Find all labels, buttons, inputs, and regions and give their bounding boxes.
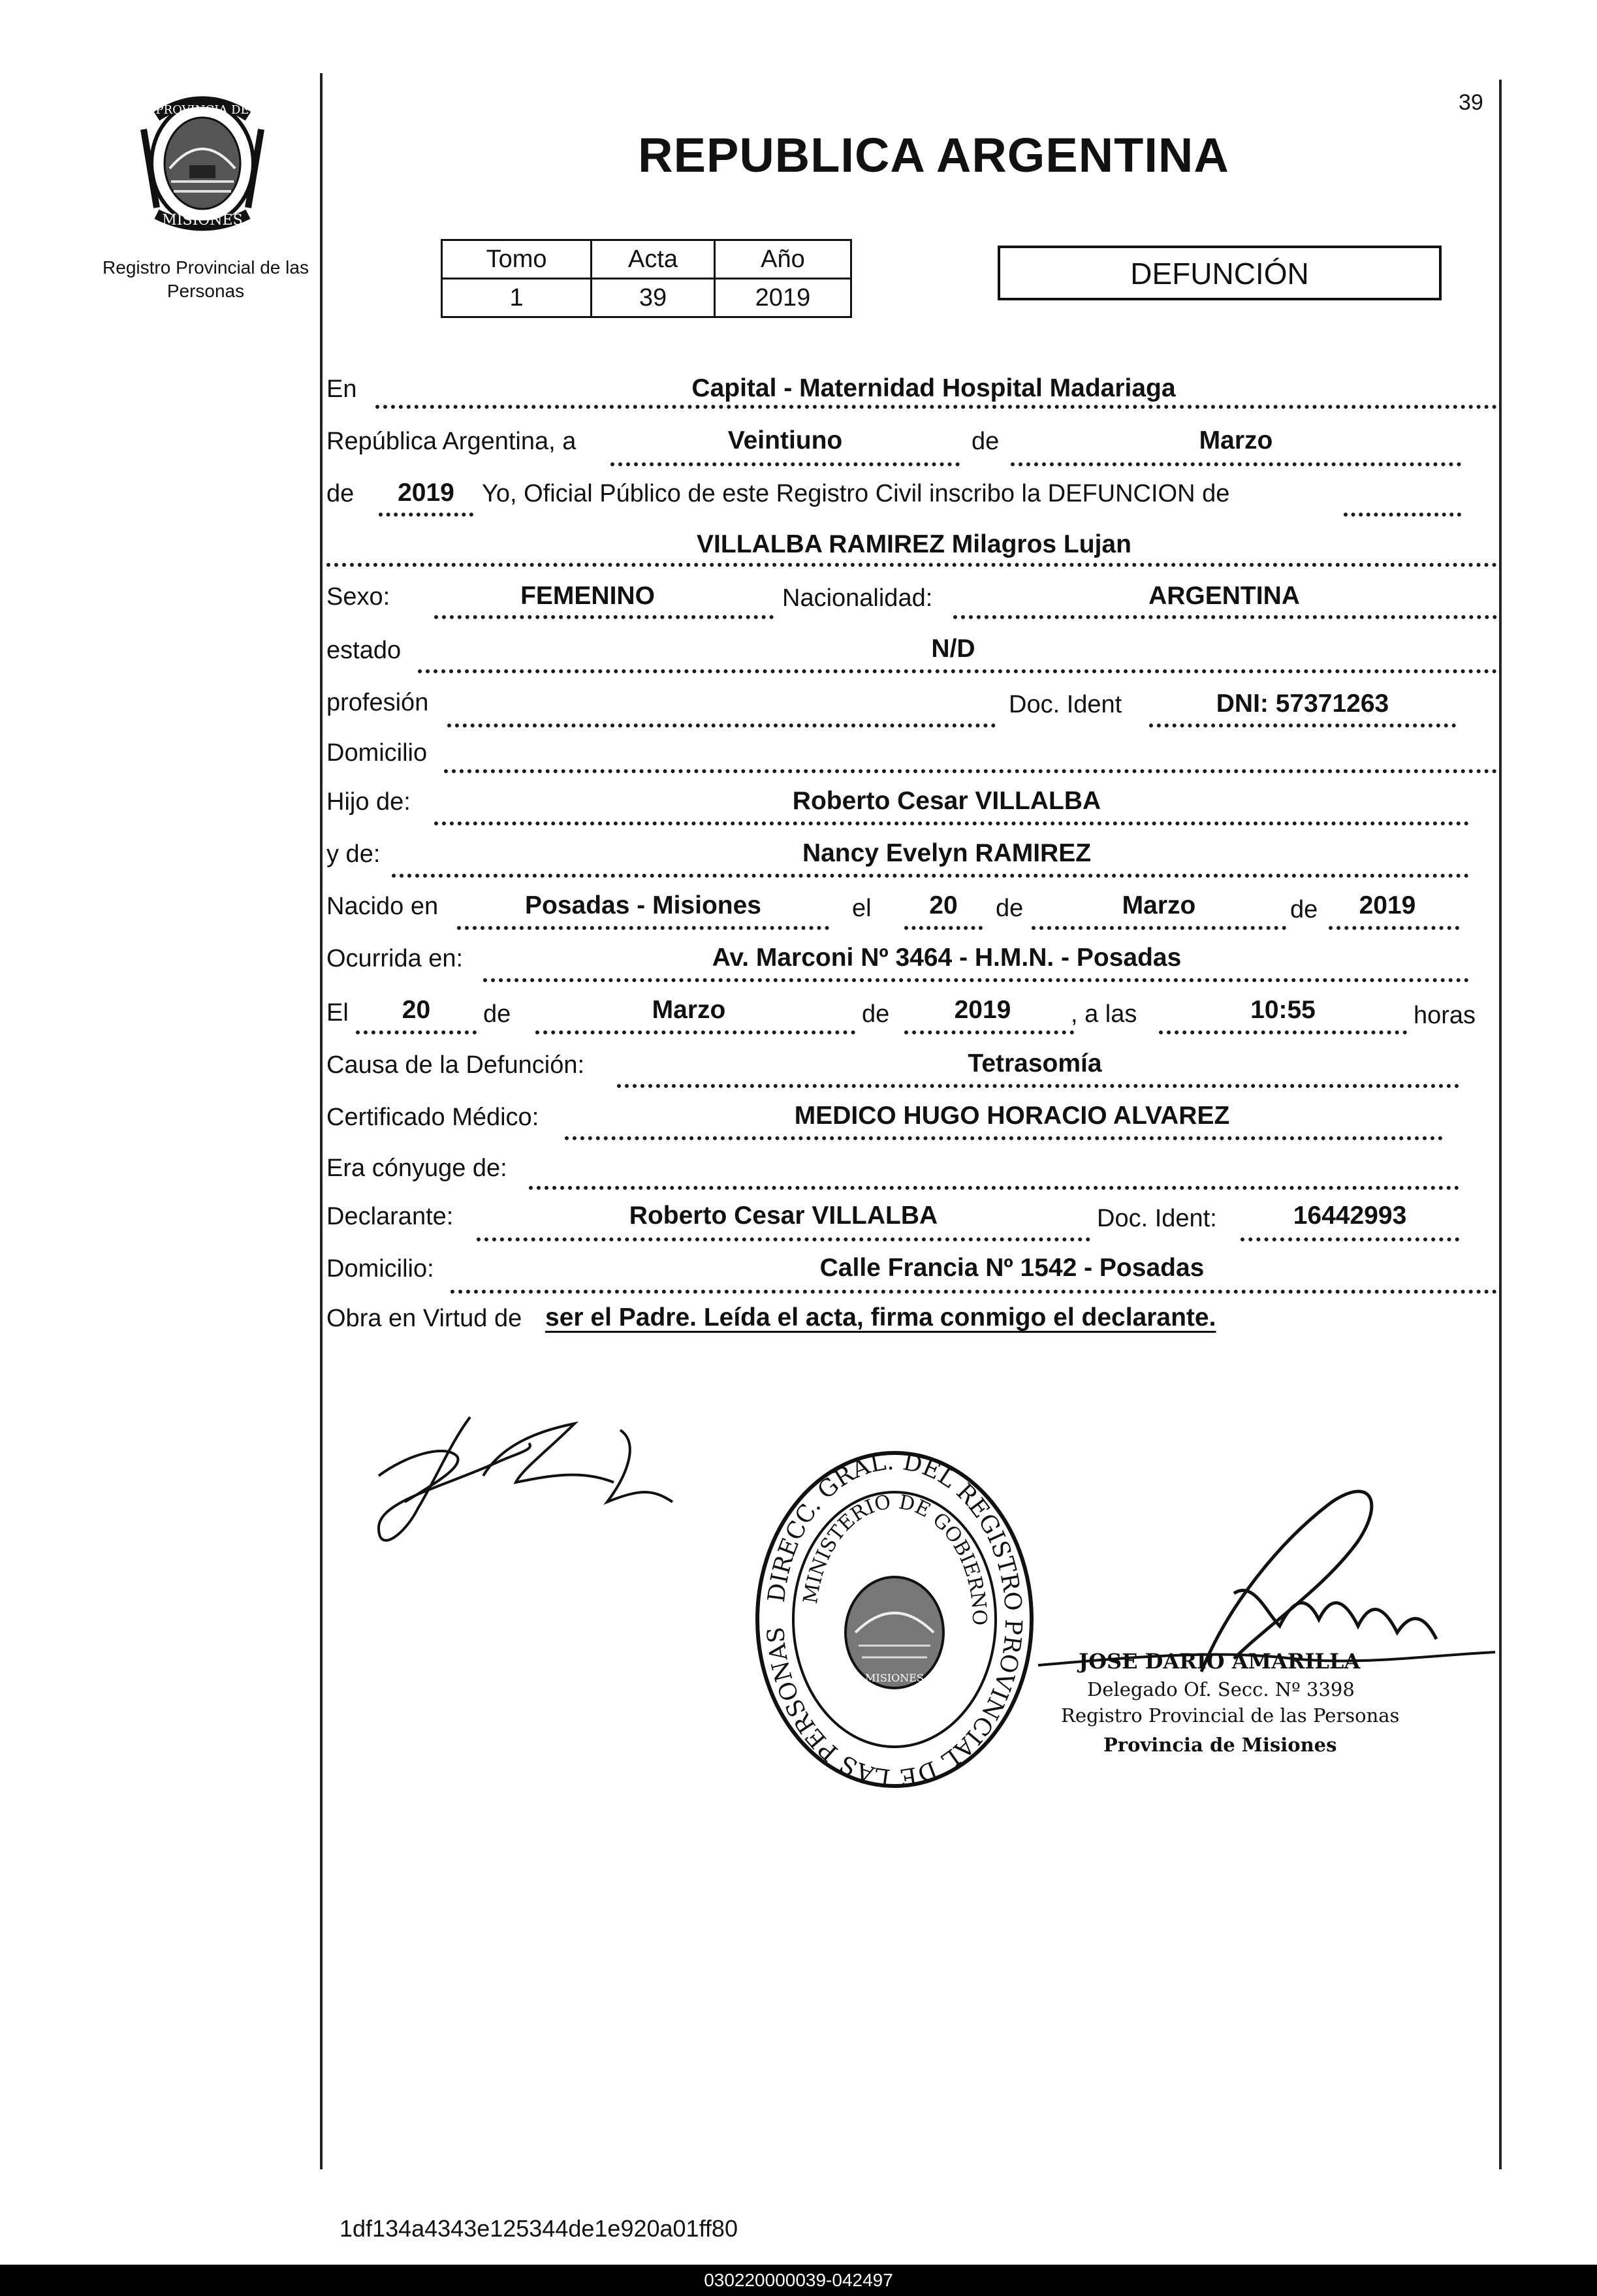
causa-value: Tetrasomía [968, 1049, 1102, 1077]
father-name-value: Roberto Cesar VILLALBA [792, 787, 1101, 815]
doc-ident-dotted-line [1149, 724, 1456, 727]
province-logo [131, 90, 274, 240]
official-province: Provincia de Misiones [1103, 1734, 1337, 1756]
official-role: Delegado Of. Secc. Nº 3398 [1087, 1678, 1355, 1700]
stamp-outer-text: DIRECC. GRAL. DEL REGISTRO PROVINCIAL DE LAS PERSONAS [763, 1450, 1027, 1789]
estado-value: N/D [931, 635, 975, 663]
en-label: En [326, 375, 357, 403]
obra-label: Obra en Virtud de [326, 1305, 522, 1332]
day-dotted-line [610, 462, 960, 466]
declarante-value: Roberto Cesar VILLALBA [629, 1202, 938, 1230]
year-de-label: de [326, 480, 355, 507]
yde-dotted-line [392, 874, 1469, 878]
conyuge-label: Era cónyuge de: [326, 1155, 507, 1182]
birth-year-value: 2019 [1359, 891, 1416, 919]
document-type-box: DEFUNCIÓN [998, 246, 1442, 300]
causa-dotted-line [617, 1084, 1459, 1088]
document-hash: 1df134a4343e125344de1e920a01ff80 [340, 2215, 738, 2242]
year-dotted-line [379, 513, 473, 517]
estado-dotted-line [418, 669, 1497, 673]
acta-value-acta: 39 [592, 279, 715, 317]
official-office: Registro Provincial de las Personas [1061, 1704, 1400, 1727]
fecha-horas-label: horas [1414, 1002, 1476, 1029]
logo-caption: Registro Provincial de las Personas [103, 257, 309, 301]
nacionalidad-dotted-line [953, 615, 1497, 619]
ocurrida-dotted-line [483, 978, 1469, 982]
death-year-dotted-line [904, 1030, 1074, 1034]
nacionalidad-label: Nacionalidad: [782, 584, 933, 612]
republica-de-label: de [972, 428, 1000, 455]
nacionalidad-value: ARGENTINA [1148, 582, 1300, 610]
mother-name-value: Nancy Evelyn RAMIREZ [802, 839, 1092, 867]
logo-text-top: PROVINCIA DE [155, 103, 249, 117]
day-word-value: Veintiuno [727, 426, 843, 454]
doc-ident-label: Doc. Ident [1009, 691, 1122, 718]
dni-value: DNI: 57371263 [1216, 690, 1389, 718]
acta-value-row [442, 279, 851, 317]
acta-value-anio: 2019 [714, 279, 851, 317]
acta-table [441, 239, 852, 318]
domicilio2-value: Calle Francia Nº 1542 - Posadas [819, 1254, 1205, 1282]
death-year-value: 2019 [954, 996, 1011, 1024]
profesion-dotted-line [447, 724, 996, 727]
certificado-value: MEDICO HUGO HORACIO ALVAREZ [794, 1102, 1230, 1130]
right-margin-line [1499, 80, 1502, 2169]
death-time-value: 10:55 [1250, 996, 1316, 1024]
birth-month-value: Marzo [1122, 891, 1196, 919]
fecha-el-label: El [326, 999, 349, 1027]
declarante-doc-label: Doc. Ident: [1097, 1205, 1217, 1232]
month-value: Marzo [1199, 426, 1273, 454]
nacido-el-label: el [852, 895, 872, 922]
acta-header-row [442, 240, 851, 279]
yde-label: y de: [326, 840, 381, 868]
republica-label: República Argentina, a [326, 428, 577, 455]
ocurrida-label: Ocurrida en: [326, 945, 464, 972]
domicilio2-label: Domicilio: [326, 1255, 434, 1283]
acta-value-tomo: 1 [442, 279, 592, 317]
profesion-label: profesión [326, 689, 429, 716]
domicilio-label: Domicilio [326, 739, 428, 767]
inscription-text: Yo, Oficial Público de este Registro Civil inscribo la DEFUNCION de [482, 480, 1230, 507]
domicilio2-dotted-line [451, 1290, 1497, 1294]
birth-month-dotted-line [1032, 926, 1286, 930]
ocurrida-value: Av. Marconi Nº 3464 - H.M.N. - Posadas [712, 944, 1182, 972]
fecha-de1-label: de [483, 1000, 511, 1028]
sexo-value: FEMENINO [520, 582, 655, 610]
birth-day-value: 20 [929, 891, 958, 919]
en-dotted-line [375, 405, 1497, 409]
nacido-label: Nacido en [326, 893, 439, 920]
birth-day-dotted-line [904, 926, 983, 930]
logo-text-bottom: MISIONES [162, 212, 243, 229]
deceased-name-value: VILLALBA RAMIREZ Milagros Lujan [697, 530, 1131, 558]
acta-header-anio: Año [714, 240, 851, 279]
inscription-dotted-line [1344, 513, 1461, 517]
death-time-dotted-line [1159, 1030, 1407, 1034]
fecha-de2-label: de [862, 1000, 890, 1028]
page-number: 39 [1459, 90, 1483, 115]
estado-label: estado [326, 637, 402, 664]
birthplace-value: Posadas - Misiones [525, 891, 761, 919]
name-dotted-line [326, 563, 1497, 567]
year-value: 2019 [398, 479, 454, 507]
declarante-label: Declarante: [326, 1203, 454, 1230]
sexo-label: Sexo: [326, 583, 390, 611]
death-day-value: 20 [402, 996, 431, 1024]
declarante-doc-dotted-line [1241, 1237, 1459, 1241]
declarante-dotted-line [477, 1237, 1090, 1241]
declarante-doc-value: 16442993 [1293, 1202, 1407, 1230]
sexo-dotted-line [434, 615, 774, 619]
birth-year-dotted-line [1329, 926, 1459, 930]
causa-label: Causa de la Defunción: [326, 1051, 585, 1079]
stamp-center-text: MISIONES [865, 1672, 924, 1684]
nacido-de2-label: de [1290, 896, 1318, 923]
footer-id: 030220000039-042497 [0, 2265, 1597, 2296]
acta-header-acta: Acta [592, 240, 715, 279]
en-value: Capital - Maternidad Hospital Madariaga [691, 374, 1176, 402]
official-name: JOSE DARIO AMARILLA [1079, 1649, 1361, 1674]
certificado-label: Certificado Médico: [326, 1104, 539, 1131]
stamp-inner-text: MINISTERIO DE GOBIERNO [798, 1490, 991, 1626]
certificado-dotted-line [565, 1136, 1443, 1140]
birthplace-dotted-line [457, 926, 829, 930]
domicilio-dotted-line [444, 769, 1497, 773]
month-dotted-line [1011, 462, 1461, 466]
death-day-dotted-line [356, 1030, 477, 1034]
hijo-label: Hijo de: [326, 788, 411, 816]
hijo-dotted-line [434, 821, 1469, 825]
death-month-dotted-line [535, 1030, 855, 1034]
nacido-de1-label: de [996, 895, 1024, 922]
fecha-alas-label: , a las [1071, 1000, 1137, 1028]
death-month-value: Marzo [652, 996, 726, 1024]
page-title: REPUBLICA ARGENTINA [638, 128, 1229, 182]
official-stamp [744, 1450, 1045, 1789]
conyuge-dotted-line [529, 1186, 1459, 1190]
obra-value: ser el Padre. Leída el acta, firma conmigo el declarante. [545, 1303, 1216, 1331]
declarant-signature [366, 1404, 692, 1574]
left-margin-line [320, 73, 323, 2169]
acta-header-tomo: Tomo [442, 240, 592, 279]
